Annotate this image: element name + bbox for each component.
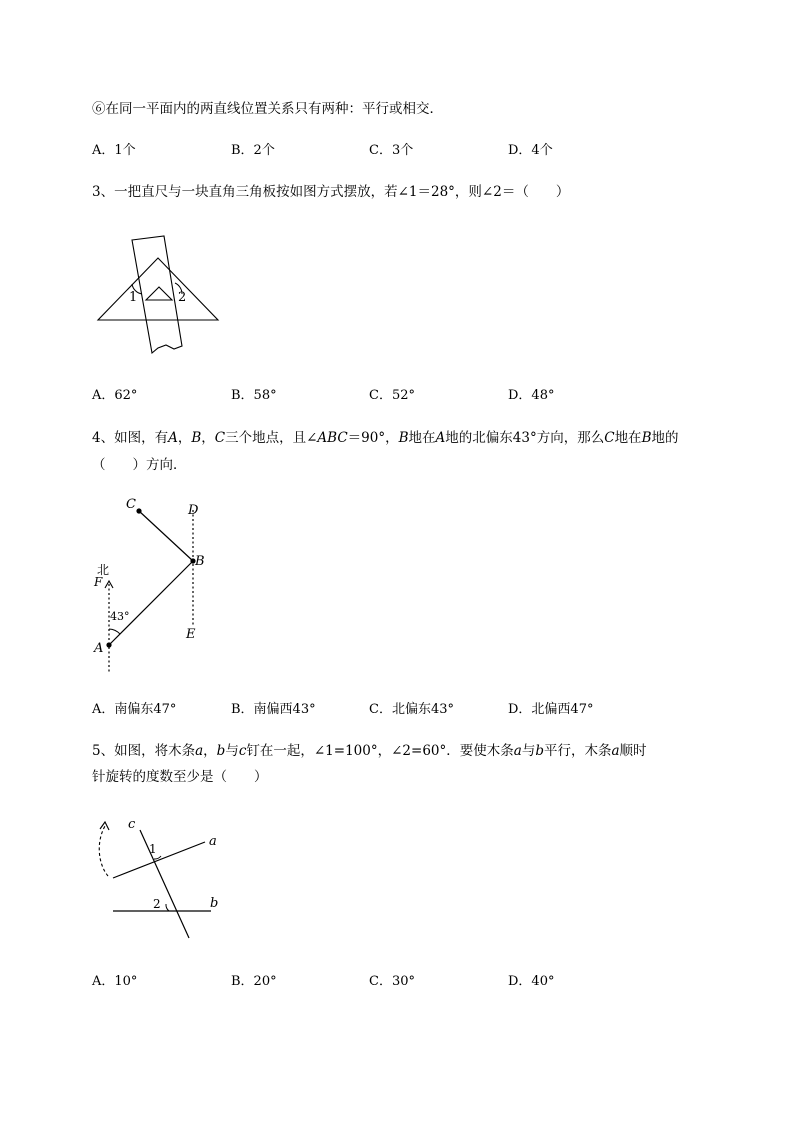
q5-label-2: 2	[153, 897, 161, 911]
q2-option-d: D．4个	[508, 143, 553, 158]
q5-label-a: a	[209, 834, 217, 849]
q5-label-1: 1	[149, 842, 157, 856]
q3-question: 3、一把直尺与一块直角三角板按如图方式摆放，若∠1＝28°，则∠2＝（ ）	[92, 184, 570, 200]
statement-6: ⑥在同一平面内的两直线位置关系只有两种：平行或相交．	[92, 101, 443, 117]
q4-point-c	[136, 508, 141, 513]
q5-wooden-bars-figure	[88, 812, 228, 942]
q3-option-c: C．52°	[369, 388, 415, 403]
q4-label-a: A	[94, 641, 104, 656]
q5-question-line1: 5、如图，将木条a，b与c钉在一起，∠1=100°，∠2=60°．要使木条a与b平行，木条a顺时	[92, 743, 647, 759]
q2-option-b: B．2个	[231, 143, 275, 158]
q4-label-d: D	[188, 503, 199, 518]
q5-rotation-arc	[99, 826, 108, 876]
q4-question-line2: （ ）方向．	[92, 457, 187, 473]
q4-option-d: D．北偏西47°	[508, 702, 594, 717]
q4-option-a: A．南偏东47°	[92, 702, 177, 717]
q3-option-b: B．58°	[231, 388, 277, 403]
q5-line-c	[140, 830, 189, 938]
q5-option-a: A．10°	[92, 974, 138, 989]
q5-angle1-arc	[154, 856, 161, 859]
q5-option-d: D．40°	[508, 974, 555, 989]
q4-label-f: F	[94, 575, 103, 589]
q5-option-c: C．30°	[369, 974, 415, 989]
q4-segment-bc	[139, 511, 193, 561]
q4-label-b: B	[195, 554, 205, 569]
q4-point-a	[106, 642, 111, 647]
q4-label-angle: 43°	[110, 610, 130, 623]
q5-option-b: B．20°	[231, 974, 277, 989]
q3-option-a: A．62°	[92, 388, 138, 403]
q4-label-e: E	[186, 627, 196, 642]
q4-label-north: 北	[97, 563, 110, 577]
q4-label-c: C	[126, 497, 136, 512]
q5-rotation-arrow	[100, 822, 109, 830]
q5-label-c: c	[128, 817, 136, 832]
q4-segment-ab	[109, 561, 193, 645]
q2-option-a: A．1个	[92, 143, 136, 158]
q4-angle-arc	[109, 629, 120, 634]
q5-angle2-arc	[166, 904, 169, 911]
q5-question-line2: 针旋转的度数至少是（ ）	[92, 769, 268, 785]
q2-option-c: C．3个	[369, 143, 414, 158]
q3-label-1: 1	[129, 290, 138, 305]
q4-question-line1: 4、如图，有A，B，C三个地点，且∠ABC＝90°，B地在A地的北偏东43°方向，那么C地在B地的	[92, 430, 679, 446]
q5-label-b: b	[210, 896, 219, 911]
q3-label-2: 2	[178, 290, 187, 305]
q3-option-d: D．48°	[508, 388, 555, 403]
q4-option-c: C．北偏东43°	[369, 702, 454, 717]
q4-option-b: B．南偏西43°	[231, 702, 316, 717]
q4-direction-figure	[88, 492, 218, 677]
q3-ruler-triangle-figure	[92, 230, 227, 358]
q3-ruler	[132, 236, 182, 353]
